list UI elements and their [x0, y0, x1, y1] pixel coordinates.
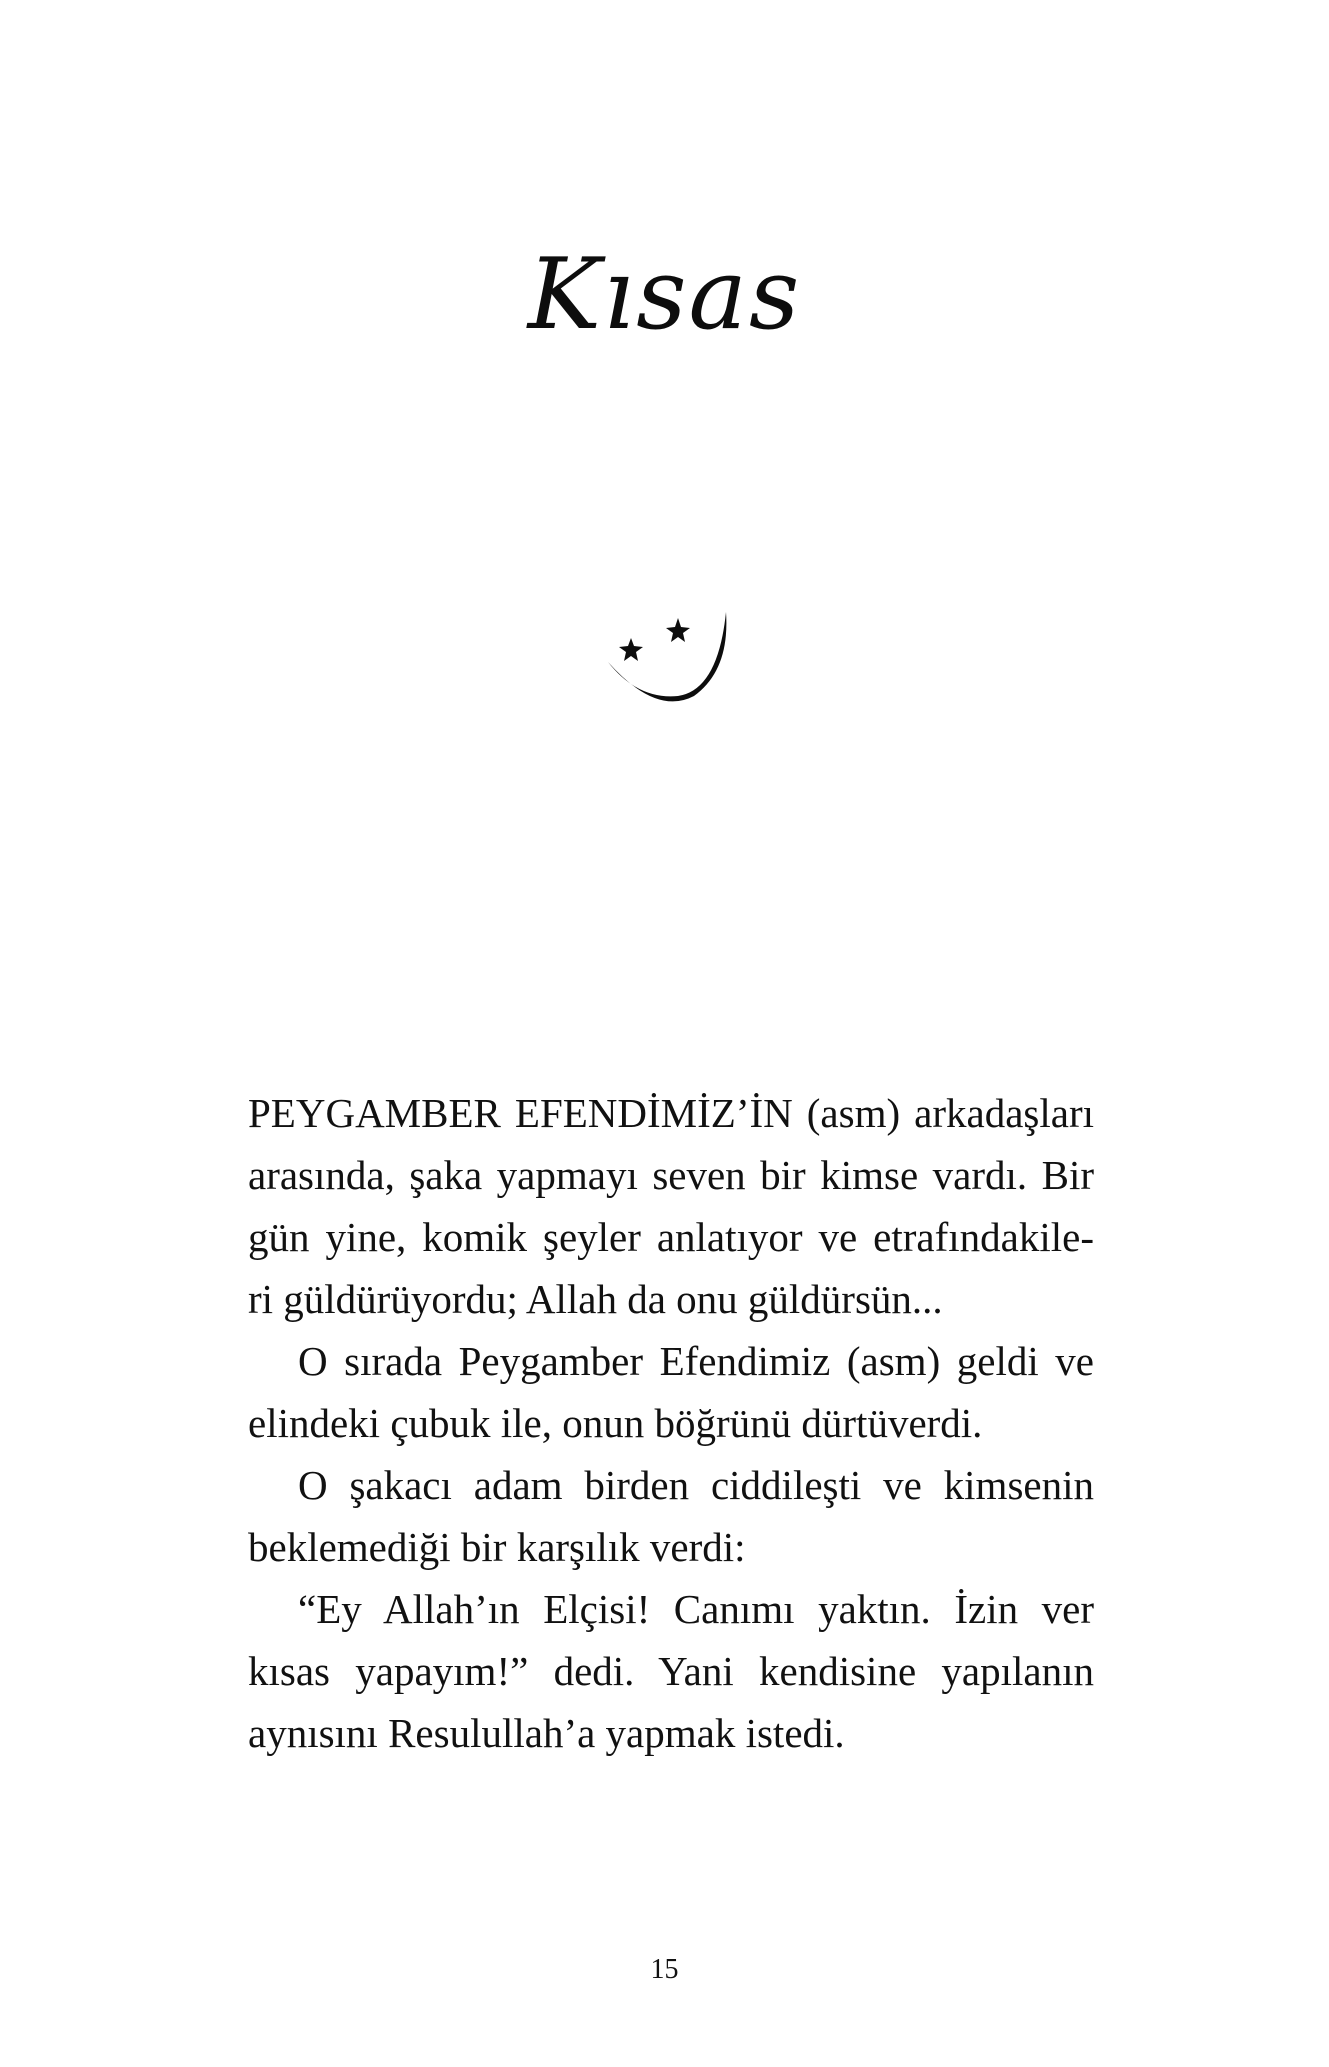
body-text [248, 1082, 1094, 1764]
text-line: elindeki çubuk ile, onun böğrünü dürtüverdi. [248, 1400, 983, 1446]
text-line: O şakacı adam birden ciddileşti ve kimsenin [298, 1462, 1094, 1508]
text-line: ri güldürüyordu; Allah da onu güldürsün... [248, 1276, 943, 1322]
text-line: arasında, şaka yapmayı seven bir kimse vardı. Bir [248, 1152, 1094, 1198]
paragraph-1 [248, 1082, 1094, 1330]
text-line: kısas yapayım!” dedi. Yani kendisine yapılanın [248, 1648, 1094, 1694]
paragraph-3 [248, 1454, 1094, 1578]
crescent-and-stars-icon [598, 600, 732, 710]
text-line: gün yine, komik şeyler anlatıyor ve etrafındakile- [248, 1214, 1094, 1260]
star-right [666, 618, 690, 642]
text-line: aynısını Resulullah’a yapmak istedi. [248, 1710, 845, 1756]
paragraph-2 [248, 1330, 1094, 1454]
text-line: beklemediği bir karşılık verdi: [248, 1524, 746, 1570]
text-line: “Ey Allah’ın Elçisi! Canımı yaktın. İzin ver [298, 1586, 1094, 1632]
text-line: PEYGAMBER EFENDİMİZ’İN (asm) arkadaşları [248, 1090, 1094, 1136]
chapter-title: Kısas [527, 238, 802, 352]
star-left [619, 638, 643, 661]
page-number: 15 [650, 1954, 679, 1985]
text-line: O sırada Peygamber Efendimiz (asm) geldi ve [298, 1338, 1094, 1384]
paragraph-4 [248, 1578, 1094, 1764]
